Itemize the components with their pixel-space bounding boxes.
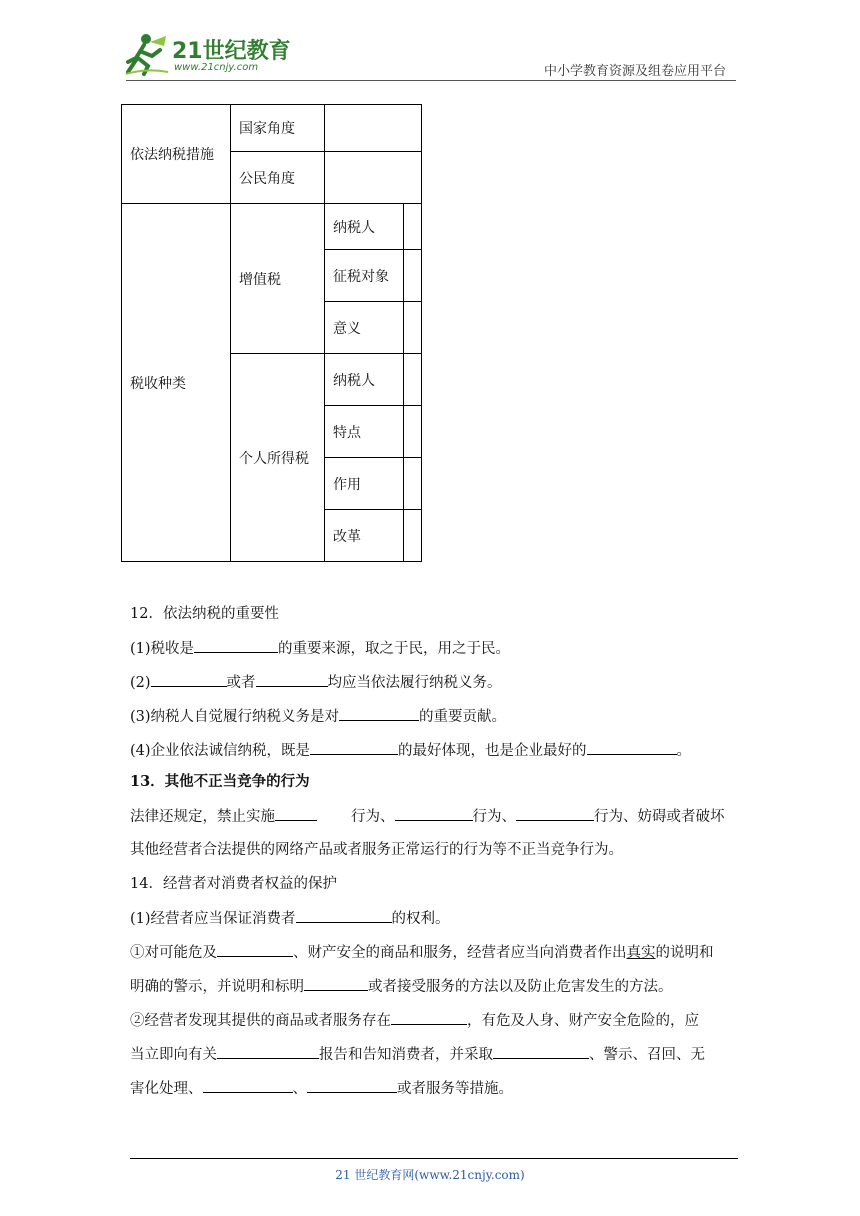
- q12-line2: (2) 或者 均应当依法履行纳税义务。: [130, 672, 730, 693]
- footer-divider: [130, 1158, 738, 1159]
- table-cell-answer: [404, 354, 422, 406]
- table-cell-national: 国家角度: [231, 105, 325, 152]
- q13-line1: 法律还规定，禁止实施 行为、 行为、 行为、妨碍或者破坏: [130, 806, 730, 827]
- answer-blank: [304, 976, 368, 991]
- answer-blank: [217, 1044, 319, 1059]
- q14-line2: ①对可能危及 、财产安全的商品和服务，经营者应当向消费者作出真实的说明和: [130, 942, 730, 963]
- header-divider: [126, 80, 736, 81]
- table-cell-vat-item: 纳税人: [325, 204, 404, 250]
- table-cell-tax-types: 税收种类: [122, 204, 231, 562]
- table-cell-answer: [404, 458, 422, 510]
- tax-table: [121, 104, 422, 562]
- page-header: [0, 0, 860, 80]
- answer-blank: [217, 942, 293, 957]
- answer-blank: [194, 638, 278, 653]
- q12-line1: (1)税收是 的重要来源，取之于民，用之于民。: [130, 638, 730, 659]
- table-cell-answer: [404, 250, 422, 302]
- footer-link[interactable]: 21 世纪教育网(www.21cnjy.com): [335, 1168, 525, 1182]
- logo-text: 21世纪教育: [172, 39, 291, 64]
- table-cell-pit-item: 特点: [325, 406, 404, 458]
- table-cell-vat-item: 意义: [325, 302, 404, 354]
- answer-blank: [395, 806, 473, 821]
- answer-blank: [307, 1078, 397, 1093]
- table-cell-vat-item: 征税对象: [325, 250, 404, 302]
- answer-blank: [151, 672, 227, 687]
- answer-blank: [516, 806, 594, 821]
- q12-title: 12．依法纳税的重要性: [130, 606, 279, 622]
- runner-icon: [122, 32, 170, 76]
- table-cell-answer: [404, 204, 422, 250]
- q14-line4: ②经营者发现其提供的商品或者服务存在 ，有危及人身、财产安全危险的，应: [130, 1010, 730, 1031]
- answer-blank: [587, 740, 677, 755]
- table-cell-pit-item: 改革: [325, 510, 404, 562]
- table-cell-measures: 依法纳税措施: [122, 105, 231, 204]
- q14-line6: 害化处理、 、 或者服务等措施。: [130, 1078, 730, 1099]
- table-cell-pit-item: 纳税人: [325, 354, 404, 406]
- q14-line1: (1)经营者应当保证消费者 的权利。: [130, 908, 730, 929]
- answer-blank: [310, 740, 398, 755]
- q12-line4: (4)企业依法诚信纳税，既是 的最好体现，也是企业最好的 。: [130, 740, 730, 761]
- table-cell-answer: [404, 406, 422, 458]
- table-cell-pit-item: 作用: [325, 458, 404, 510]
- answer-blank: [256, 672, 328, 687]
- table-cell-answer: [404, 302, 422, 354]
- table-cell-national-answer: [325, 105, 422, 152]
- answer-blank: [275, 806, 317, 821]
- q14-line5: 当立即向有关 报告和告知消费者，并采取 、警示、召回、无: [130, 1044, 730, 1065]
- table-cell-citizen: 公民角度: [231, 152, 325, 204]
- answer-blank: [203, 1078, 293, 1093]
- table-cell-citizen-answer: [325, 152, 422, 204]
- q13-title: 13．其他不正当竞争的行为: [130, 773, 310, 790]
- answer-blank: [391, 1010, 467, 1025]
- logo-url: www.21cnjy.com: [174, 62, 259, 73]
- q14-title: 14．经营者对消费者权益的保护: [130, 876, 337, 892]
- q14-line3: 明确的警示，并说明和标明 或者接受服务的方法以及防止危害发生的方法。: [130, 976, 730, 997]
- site-logo: [122, 32, 292, 80]
- answer-blank: [296, 908, 392, 923]
- table-cell-pit: 个人所得税: [231, 354, 325, 562]
- answer-blank: [493, 1044, 589, 1059]
- q13-line2: 其他经营者合法提供的网络产品或者服务正常运行的行为等不正当竞争行为。: [130, 842, 623, 858]
- table-cell-vat: 增值税: [231, 204, 325, 354]
- answer-blank: [339, 706, 419, 721]
- table-cell-answer: [404, 510, 422, 562]
- platform-name: 中小学教育资源及组卷应用平台: [543, 64, 726, 79]
- q12-line3: (3)纳税人自觉履行纳税义务是对 的重要贡献。: [130, 706, 730, 727]
